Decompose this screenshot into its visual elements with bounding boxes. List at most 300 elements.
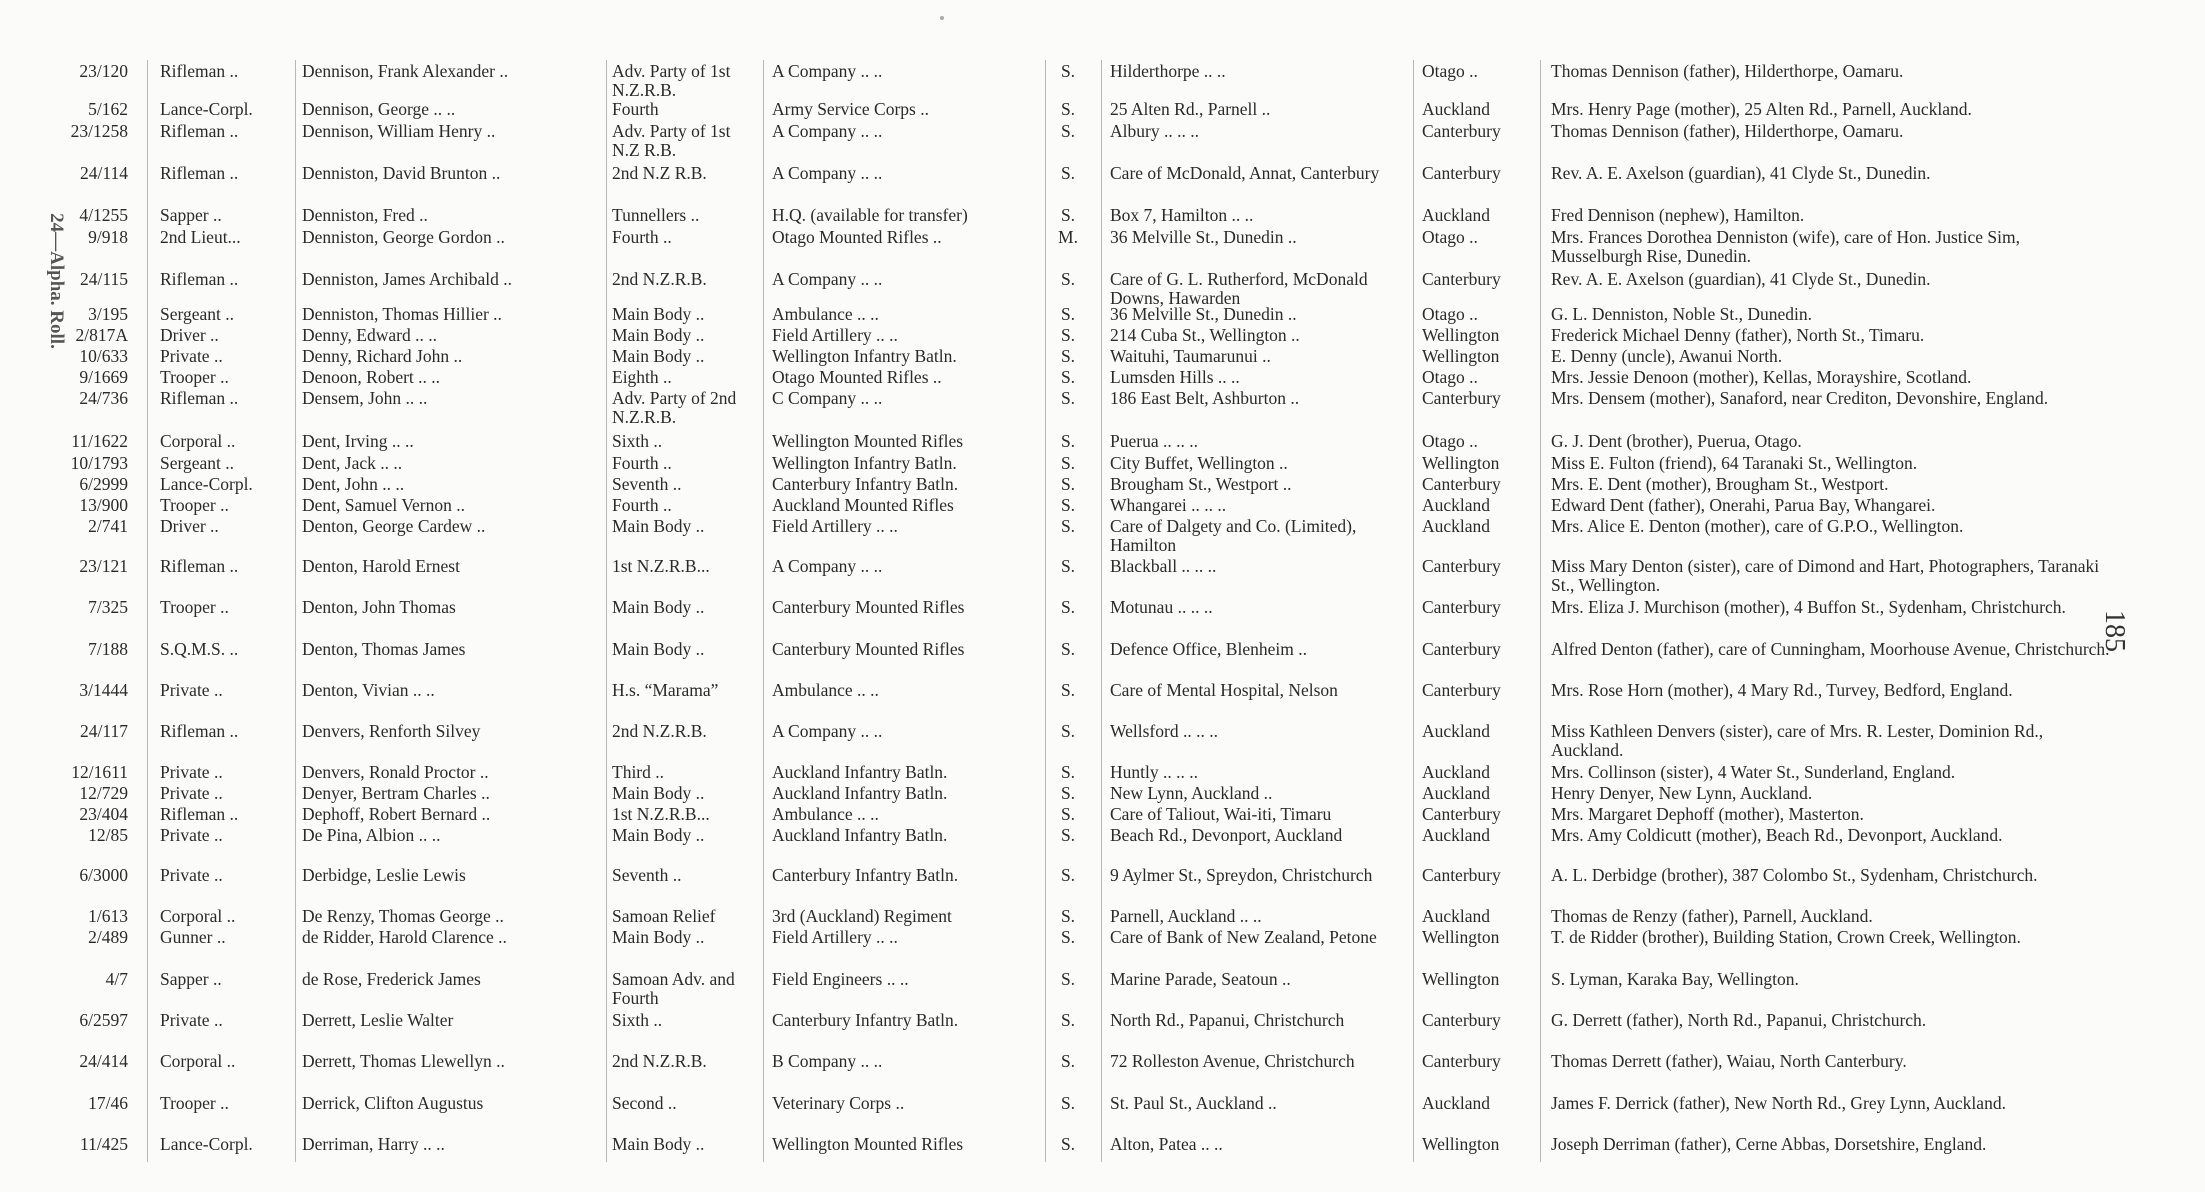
entry-emb: Adv. Party of 2nd N.Z.R.B. bbox=[612, 389, 737, 427]
entry-rank: Corporal .. bbox=[160, 907, 236, 926]
entry-name: Denny, Richard John .. bbox=[302, 347, 463, 366]
entry-name: Denvers, Renforth Silvey bbox=[302, 722, 481, 741]
entry-addr: Lumsden Hills .. .. bbox=[1110, 368, 1240, 387]
entry-emb: Samoan Relief bbox=[612, 907, 716, 926]
entry-num: 4/7 bbox=[105, 970, 128, 989]
entry-dist: Wellington bbox=[1422, 347, 1500, 366]
entry-unit: A Company .. .. bbox=[772, 122, 883, 141]
entry-sm: S. bbox=[1060, 100, 1076, 119]
entry-num: 23/121 bbox=[79, 557, 128, 576]
entry-kin: G. L. Denniston, Noble St., Dunedin. bbox=[1551, 305, 1813, 324]
entry-rank: Private .. bbox=[160, 763, 223, 782]
entry-rank: Sapper .. bbox=[160, 970, 222, 989]
entry-name: De Renzy, Thomas George .. bbox=[302, 907, 504, 926]
entry-sm: S. bbox=[1060, 1094, 1076, 1113]
entry-sm: S. bbox=[1060, 62, 1076, 81]
entry-addr: Defence Office, Blenheim .. bbox=[1110, 640, 1307, 659]
entry-num: 13/900 bbox=[79, 496, 128, 515]
entry-unit: Field Artillery .. .. bbox=[772, 326, 898, 345]
entry-rank: Sergeant .. bbox=[160, 454, 235, 473]
entry-emb: Adv. Party of 1st N.Z.R.B. bbox=[612, 62, 731, 100]
entry-unit: Canterbury Infantry Batln. bbox=[772, 866, 959, 885]
entry-kin: James F. Derrick (father), New North Rd., Grey Lynn, Auckland. bbox=[1551, 1094, 2006, 1113]
entry-emb: Seventh .. bbox=[612, 475, 682, 494]
entry-rank: Driver .. bbox=[160, 326, 219, 345]
entry-emb: Eighth .. bbox=[612, 368, 672, 387]
entry-sm: S. bbox=[1060, 305, 1076, 324]
entry-emb: Fourth bbox=[612, 100, 659, 119]
entry-addr: Huntly .. .. .. bbox=[1110, 763, 1198, 782]
entry-name: Denton, Harold Ernest bbox=[302, 557, 460, 576]
entry-emb: Main Body .. bbox=[612, 784, 705, 803]
entry-rank: Private .. bbox=[160, 681, 223, 700]
column-rule bbox=[1045, 60, 1046, 1162]
entry-addr: Marine Parade, Seatoun .. bbox=[1110, 970, 1291, 989]
entry-kin: S. Lyman, Karaka Bay, Wellington. bbox=[1551, 970, 1799, 989]
entry-addr: Beach Rd., Devonport, Auckland bbox=[1110, 826, 1343, 845]
entry-emb: Samoan Adv. and Fourth bbox=[612, 970, 735, 1008]
entry-unit: Ambulance .. .. bbox=[772, 681, 879, 700]
entry-rank: Private .. bbox=[160, 866, 223, 885]
entry-kin: G. Derrett (father), North Rd., Papanui, Christchurch. bbox=[1551, 1011, 1927, 1030]
entry-name: Dephoff, Robert Bernard .. bbox=[302, 805, 491, 824]
entry-num: 6/3000 bbox=[79, 866, 128, 885]
entry-kin: T. de Ridder (brother), Building Station, Crown Creek, Wellington. bbox=[1551, 928, 2021, 947]
entry-kin: Mrs. Rose Horn (mother), 4 Mary Rd., Turvey, Bedford, England. bbox=[1551, 681, 2013, 700]
entry-name: Dent, Irving .. .. bbox=[302, 432, 414, 451]
entry-rank: Rifleman .. bbox=[160, 557, 239, 576]
entry-unit: Auckland Mounted Rifles bbox=[772, 496, 954, 515]
entry-name: Dent, John .. .. bbox=[302, 475, 405, 494]
entry-unit: Field Artillery .. .. bbox=[772, 928, 898, 947]
entry-num: 17/46 bbox=[88, 1094, 128, 1113]
entry-num: 3/195 bbox=[88, 305, 128, 324]
entry-sm: S. bbox=[1060, 1052, 1076, 1071]
entry-name: De Pina, Albion .. .. bbox=[302, 826, 441, 845]
entry-unit: Wellington Mounted Rifles bbox=[772, 1135, 964, 1154]
entry-num: 5/162 bbox=[88, 100, 128, 119]
entry-emb: Fourth .. bbox=[612, 496, 672, 515]
entry-rank: Rifleman .. bbox=[160, 805, 239, 824]
entry-addr: Care of G. L. Rutherford, McDonald Downs, Hawarden bbox=[1110, 270, 1368, 308]
page-number: 185 bbox=[2099, 610, 2130, 652]
entry-sm: S. bbox=[1060, 347, 1076, 366]
entry-unit: Ambulance .. .. bbox=[772, 805, 879, 824]
entry-sm: S. bbox=[1060, 368, 1076, 387]
entry-num: 24/114 bbox=[80, 164, 128, 183]
entry-unit: Auckland Infantry Batln. bbox=[772, 763, 948, 782]
entry-unit: C Company .. .. bbox=[772, 389, 883, 408]
entry-num: 2/489 bbox=[88, 928, 128, 947]
entry-addr: Care of McDonald, Annat, Canterbury bbox=[1110, 164, 1380, 183]
entry-unit: B Company .. .. bbox=[772, 1052, 883, 1071]
entry-num: 9/918 bbox=[88, 228, 128, 247]
entry-addr: Box 7, Hamilton .. .. bbox=[1110, 206, 1254, 225]
entry-rank: Lance-Corpl. bbox=[160, 475, 253, 494]
entry-kin: Frederick Michael Denny (father), North St., Timaru. bbox=[1551, 326, 1925, 345]
entry-unit: Wellington Infantry Batln. bbox=[772, 454, 957, 473]
entry-name: Derbidge, Leslie Lewis bbox=[302, 866, 466, 885]
entry-num: 2/817A bbox=[75, 326, 128, 345]
entry-emb: Fourth .. bbox=[612, 454, 672, 473]
entry-unit: A Company .. .. bbox=[772, 62, 883, 81]
entry-kin: Mrs. Densem (mother), Sanaford, near Crediton, Devonshire, England. bbox=[1551, 389, 2049, 408]
speck bbox=[940, 16, 944, 20]
entry-rank: Sapper .. bbox=[160, 206, 222, 225]
entry-name: de Ridder, Harold Clarence .. bbox=[302, 928, 507, 947]
entry-sm: S. bbox=[1060, 907, 1076, 926]
entry-rank: Rifleman .. bbox=[160, 270, 239, 289]
entry-rank: Rifleman .. bbox=[160, 122, 239, 141]
entry-addr: St. Paul St., Auckland .. bbox=[1110, 1094, 1277, 1113]
entry-kin: Rev. A. E. Axelson (guardian), 41 Clyde St., Dunedin. bbox=[1551, 164, 1931, 183]
entry-unit: Army Service Corps .. bbox=[772, 100, 929, 119]
entry-kin: Mrs. Collinson (sister), 4 Water St., Sunderland, England. bbox=[1551, 763, 1956, 782]
entry-dist: Otago .. bbox=[1422, 432, 1478, 451]
entry-name: Densem, John .. .. bbox=[302, 389, 428, 408]
entry-addr: Brougham St., Westport .. bbox=[1110, 475, 1292, 494]
entry-dist: Otago .. bbox=[1422, 228, 1478, 247]
entry-num: 12/1611 bbox=[71, 763, 128, 782]
entry-name: Denton, Thomas James bbox=[302, 640, 466, 659]
entry-kin: Thomas Dennison (father), Hilderthorpe, Oamaru. bbox=[1551, 122, 1904, 141]
entry-rank: Trooper .. bbox=[160, 496, 229, 515]
entry-kin: Joseph Derriman (father), Cerne Abbas, Dorsetshire, England. bbox=[1551, 1135, 1987, 1154]
entry-sm: S. bbox=[1060, 164, 1076, 183]
entry-addr: Albury .. .. .. bbox=[1110, 122, 1199, 141]
entry-rank: S.Q.M.S. .. bbox=[160, 640, 239, 659]
entry-unit: Auckland Infantry Batln. bbox=[772, 826, 948, 845]
entry-unit: Field Engineers .. .. bbox=[772, 970, 909, 989]
entry-kin: Mrs. Alice E. Denton (mother), care of G.P.O., Wellington. bbox=[1551, 517, 1964, 536]
entry-emb: Main Body .. bbox=[612, 326, 705, 345]
entry-sm: S. bbox=[1060, 1011, 1076, 1030]
entry-kin: Thomas Derrett (father), Waiau, North Canterbury. bbox=[1551, 1052, 1907, 1071]
entry-num: 6/2999 bbox=[79, 475, 128, 494]
entry-kin: Mrs. E. Dent (mother), Brougham St., Westport. bbox=[1551, 475, 1889, 494]
entry-sm: S. bbox=[1060, 122, 1076, 141]
entry-addr: 25 Alten Rd., Parnell .. bbox=[1110, 100, 1271, 119]
entry-addr: 214 Cuba St., Wellington .. bbox=[1110, 326, 1300, 345]
entry-sm: S. bbox=[1060, 432, 1076, 451]
entry-dist: Otago .. bbox=[1422, 368, 1478, 387]
entry-addr: 9 Aylmer St., Spreydon, Christchurch bbox=[1110, 866, 1373, 885]
entry-dist: Auckland bbox=[1422, 826, 1491, 845]
entry-dist: Canterbury bbox=[1422, 270, 1501, 289]
entry-num: 24/115 bbox=[80, 270, 128, 289]
entry-name: Denniston, James Archibald .. bbox=[302, 270, 512, 289]
entry-emb: Sixth .. bbox=[612, 432, 663, 451]
entry-rank: Corporal .. bbox=[160, 432, 236, 451]
entry-name: Denton, George Cardew .. bbox=[302, 517, 486, 536]
entry-rank: Trooper .. bbox=[160, 368, 229, 387]
entry-sm: S. bbox=[1060, 928, 1076, 947]
entry-rank: Sergeant .. bbox=[160, 305, 235, 324]
side-label: 24—Alpha. Roll. bbox=[46, 213, 67, 349]
column-rule bbox=[1101, 60, 1102, 1162]
entry-name: Denton, Vivian .. .. bbox=[302, 681, 435, 700]
entry-dist: Auckland bbox=[1422, 206, 1491, 225]
entry-emb: 2nd N.Z.R.B. bbox=[612, 1052, 707, 1071]
entry-rank: Private .. bbox=[160, 347, 223, 366]
entry-kin: Rev. A. E. Axelson (guardian), 41 Clyde St., Dunedin. bbox=[1551, 270, 1931, 289]
entry-kin: Mrs. Frances Dorothea Denniston (wife), care of Hon. Justice Sim, Musselburgh Rise, Dunedin. bbox=[1551, 228, 2020, 266]
entry-emb: 1st N.Z.R.B... bbox=[612, 557, 710, 576]
entry-dist: Canterbury bbox=[1422, 1011, 1501, 1030]
entry-sm: S. bbox=[1060, 784, 1076, 803]
entry-num: 4/1255 bbox=[79, 206, 128, 225]
entry-emb: Tunnellers .. bbox=[612, 206, 700, 225]
entry-unit: Otago Mounted Rifles .. bbox=[772, 368, 942, 387]
entry-emb: 2nd N.Z.R.B. bbox=[612, 722, 707, 741]
entry-num: 11/1622 bbox=[71, 432, 128, 451]
entry-unit: Veterinary Corps .. bbox=[772, 1094, 905, 1113]
entry-num: 24/736 bbox=[79, 389, 128, 408]
entry-dist: Auckland bbox=[1422, 1094, 1491, 1113]
entry-emb: 1st N.Z.R.B... bbox=[612, 805, 710, 824]
entry-sm: S. bbox=[1060, 389, 1076, 408]
entry-num: 9/1669 bbox=[79, 368, 128, 387]
entry-dist: Auckland bbox=[1422, 907, 1491, 926]
entry-unit: A Company .. .. bbox=[772, 557, 883, 576]
entry-dist: Canterbury bbox=[1422, 122, 1501, 141]
entry-sm: S. bbox=[1060, 1135, 1076, 1154]
entry-dist: Auckland bbox=[1422, 784, 1491, 803]
entry-dist: Wellington bbox=[1422, 454, 1500, 473]
entry-unit: Otago Mounted Rifles .. bbox=[772, 228, 942, 247]
entry-num: 10/633 bbox=[79, 347, 128, 366]
entry-rank: Gunner .. bbox=[160, 928, 226, 947]
entry-name: Denny, Edward .. .. bbox=[302, 326, 437, 345]
entry-addr: Hilderthorpe .. .. bbox=[1110, 62, 1226, 81]
entry-unit: Wellington Infantry Batln. bbox=[772, 347, 957, 366]
entry-unit: Canterbury Infantry Batln. bbox=[772, 1011, 959, 1030]
entry-addr: Care of Bank of New Zealand, Petone bbox=[1110, 928, 1377, 947]
entry-rank: Trooper .. bbox=[160, 598, 229, 617]
entry-num: 3/1444 bbox=[79, 681, 128, 700]
entry-num: 2/741 bbox=[88, 517, 128, 536]
entry-addr: Alton, Patea .. .. bbox=[1110, 1135, 1223, 1154]
entry-name: Denniston, David Brunton .. bbox=[302, 164, 501, 183]
entry-unit: H.Q. (available for transfer) bbox=[772, 206, 968, 225]
entry-name: Denniston, Fred .. bbox=[302, 206, 428, 225]
entry-kin: Mrs. Henry Page (mother), 25 Alten Rd., Parnell, Auckland. bbox=[1551, 100, 1972, 119]
entry-emb: H.s. “Marama” bbox=[612, 681, 719, 700]
entry-kin: Alfred Denton (father), care of Cunningham, Moorhouse Avenue, Christchurch. bbox=[1551, 640, 2110, 659]
entry-dist: Wellington bbox=[1422, 326, 1500, 345]
entry-num: 7/325 bbox=[88, 598, 128, 617]
entry-name: Dent, Jack .. .. bbox=[302, 454, 403, 473]
entry-kin: Mrs. Jessie Denoon (mother), Kellas, Morayshire, Scotland. bbox=[1551, 368, 1972, 387]
entry-addr: City Buffet, Wellington .. bbox=[1110, 454, 1288, 473]
entry-name: Dennison, William Henry .. bbox=[302, 122, 496, 141]
entry-sm: S. bbox=[1060, 970, 1076, 989]
entry-rank: Private .. bbox=[160, 784, 223, 803]
entry-rank: Rifleman .. bbox=[160, 389, 239, 408]
entry-addr: Whangarei .. .. .. bbox=[1110, 496, 1227, 515]
entry-sm: S. bbox=[1060, 722, 1076, 741]
entry-kin: Miss Kathleen Denvers (sister), care of Mrs. R. Lester, Dominion Rd., Auckland. bbox=[1551, 722, 2044, 760]
entry-name: Denton, John Thomas bbox=[302, 598, 456, 617]
entry-unit: Field Artillery .. .. bbox=[772, 517, 898, 536]
entry-emb: Fourth .. bbox=[612, 228, 672, 247]
entry-unit: Canterbury Mounted Rifles bbox=[772, 598, 965, 617]
entry-dist: Auckland bbox=[1422, 100, 1491, 119]
entry-addr: 36 Melville St., Dunedin .. bbox=[1110, 305, 1297, 324]
entry-unit: Canterbury Infantry Batln. bbox=[772, 475, 959, 494]
entry-num: 1/613 bbox=[88, 907, 128, 926]
entry-emb: Main Body .. bbox=[612, 347, 705, 366]
column-rule bbox=[606, 60, 607, 1162]
entry-rank: Trooper .. bbox=[160, 1094, 229, 1113]
entry-emb: Second .. bbox=[612, 1094, 677, 1113]
entry-sm: M. bbox=[1058, 228, 1078, 247]
entry-dist: Otago .. bbox=[1422, 305, 1478, 324]
entry-rank: Rifleman .. bbox=[160, 62, 239, 81]
entry-unit: A Company .. .. bbox=[772, 164, 883, 183]
entry-addr: Parnell, Auckland .. .. bbox=[1110, 907, 1262, 926]
entry-rank: Driver .. bbox=[160, 517, 219, 536]
entry-sm: S. bbox=[1060, 557, 1076, 576]
column-rule bbox=[147, 60, 148, 1162]
entry-name: Dennison, George .. .. bbox=[302, 100, 456, 119]
entry-emb: Sixth .. bbox=[612, 1011, 663, 1030]
entry-dist: Canterbury bbox=[1422, 164, 1501, 183]
entry-kin: Henry Denyer, New Lynn, Auckland. bbox=[1551, 784, 1813, 803]
entry-name: Derrett, Leslie Walter bbox=[302, 1011, 454, 1030]
entry-sm: S. bbox=[1060, 826, 1076, 845]
entry-dist: Wellington bbox=[1422, 928, 1500, 947]
entry-name: Dennison, Frank Alexander .. bbox=[302, 62, 509, 81]
entry-dist: Auckland bbox=[1422, 517, 1491, 536]
entry-emb: 2nd N.Z R.B. bbox=[612, 164, 707, 183]
entry-kin: Edward Dent (father), Onerahi, Parua Bay, Whangarei. bbox=[1551, 496, 1936, 515]
entry-unit: Auckland Infantry Batln. bbox=[772, 784, 948, 803]
entry-emb: Seventh .. bbox=[612, 866, 682, 885]
entry-sm: S. bbox=[1060, 640, 1076, 659]
entry-kin: Mrs. Amy Coldicutt (mother), Beach Rd., Devonport, Auckland. bbox=[1551, 826, 2003, 845]
entry-emb: Main Body .. bbox=[612, 928, 705, 947]
column-rule bbox=[763, 60, 764, 1162]
entry-num: 6/2597 bbox=[79, 1011, 128, 1030]
entry-emb: Main Body .. bbox=[612, 1135, 705, 1154]
entry-emb: Main Body .. bbox=[612, 598, 705, 617]
entry-addr: Motunau .. .. .. bbox=[1110, 598, 1213, 617]
entry-dist: Canterbury bbox=[1422, 866, 1501, 885]
entry-num: 23/120 bbox=[79, 62, 128, 81]
entry-name: de Rose, Frederick James bbox=[302, 970, 481, 989]
entry-rank: Corporal .. bbox=[160, 1052, 236, 1071]
entry-sm: S. bbox=[1060, 517, 1076, 536]
entry-name: Derrick, Clifton Augustus bbox=[302, 1094, 484, 1113]
entry-emb: Main Body .. bbox=[612, 305, 705, 324]
entry-num: 12/729 bbox=[79, 784, 128, 803]
entry-dist: Canterbury bbox=[1422, 681, 1501, 700]
entry-emb: Third .. bbox=[612, 763, 665, 782]
entry-addr: Care of Dalgety and Co. (Limited), Hamilton bbox=[1110, 517, 1357, 555]
entry-dist: Auckland bbox=[1422, 496, 1491, 515]
entry-sm: S. bbox=[1060, 805, 1076, 824]
entry-sm: S. bbox=[1060, 475, 1076, 494]
entry-sm: S. bbox=[1060, 326, 1076, 345]
entry-num: 7/188 bbox=[88, 640, 128, 659]
entry-name: Denoon, Robert .. .. bbox=[302, 368, 441, 387]
entry-addr: Puerua .. .. .. bbox=[1110, 432, 1198, 451]
entry-dist: Canterbury bbox=[1422, 805, 1501, 824]
entry-emb: Main Body .. bbox=[612, 517, 705, 536]
entry-rank: Lance-Corpl. bbox=[160, 1135, 253, 1154]
entry-dist: Canterbury bbox=[1422, 1052, 1501, 1071]
entry-kin: Miss E. Fulton (friend), 64 Taranaki St., Wellington. bbox=[1551, 454, 1918, 473]
entry-num: 12/85 bbox=[88, 826, 128, 845]
entry-unit: Ambulance .. .. bbox=[772, 305, 879, 324]
entry-unit: A Company .. .. bbox=[772, 722, 883, 741]
entry-addr: 36 Melville St., Dunedin .. bbox=[1110, 228, 1297, 247]
entry-num: 11/425 bbox=[80, 1135, 128, 1154]
column-rule bbox=[1413, 60, 1414, 1162]
entry-addr: New Lynn, Auckland .. bbox=[1110, 784, 1273, 803]
entry-addr: Wellsford .. .. .. bbox=[1110, 722, 1218, 741]
column-rule bbox=[295, 60, 296, 1162]
entry-addr: Care of Mental Hospital, Nelson bbox=[1110, 681, 1338, 700]
entry-emb: 2nd N.Z.R.B. bbox=[612, 270, 707, 289]
entry-name: Dent, Samuel Vernon .. bbox=[302, 496, 465, 515]
entry-sm: S. bbox=[1060, 763, 1076, 782]
entry-emb: Adv. Party of 1st N.Z R.B. bbox=[612, 122, 731, 160]
entry-name: Denniston, George Gordon .. bbox=[302, 228, 505, 247]
entry-name: Denyer, Bertram Charles .. bbox=[302, 784, 490, 803]
entry-num: 23/1258 bbox=[70, 122, 128, 141]
entry-emb: Main Body .. bbox=[612, 640, 705, 659]
entry-addr: Waituhi, Taumarunui .. bbox=[1110, 347, 1271, 366]
entry-name: Derrett, Thomas Llewellyn .. bbox=[302, 1052, 505, 1071]
entry-rank: Private .. bbox=[160, 826, 223, 845]
entry-dist: Auckland bbox=[1422, 722, 1491, 741]
entry-kin: Thomas de Renzy (father), Parnell, Auckland. bbox=[1551, 907, 1873, 926]
entry-kin: G. J. Dent (brother), Puerua, Otago. bbox=[1551, 432, 1802, 451]
entry-kin: E. Denny (uncle), Awanui North. bbox=[1551, 347, 1783, 366]
entry-dist: Canterbury bbox=[1422, 557, 1501, 576]
entry-unit: Wellington Mounted Rifles bbox=[772, 432, 964, 451]
entry-sm: S. bbox=[1060, 454, 1076, 473]
entry-rank: Private .. bbox=[160, 1011, 223, 1030]
entry-dist: Canterbury bbox=[1422, 475, 1501, 494]
entry-unit: Canterbury Mounted Rifles bbox=[772, 640, 965, 659]
entry-sm: S. bbox=[1060, 866, 1076, 885]
entry-addr: North Rd., Papanui, Christchurch bbox=[1110, 1011, 1345, 1030]
entry-sm: S. bbox=[1060, 496, 1076, 515]
entry-kin: Mrs. Eliza J. Murchison (mother), 4 Buffon St., Sydenham, Christchurch. bbox=[1551, 598, 2066, 617]
entry-name: Denniston, Thomas Hillier .. bbox=[302, 305, 502, 324]
entry-num: 10/1793 bbox=[70, 454, 128, 473]
entry-sm: S. bbox=[1060, 681, 1076, 700]
entry-name: Derriman, Harry .. .. bbox=[302, 1135, 445, 1154]
entry-kin: Mrs. Margaret Dephoff (mother), Masterton. bbox=[1551, 805, 1864, 824]
entry-dist: Canterbury bbox=[1422, 389, 1501, 408]
entry-rank: 2nd Lieut... bbox=[160, 228, 241, 247]
entry-rank: Rifleman .. bbox=[160, 722, 239, 741]
entry-kin: Miss Mary Denton (sister), care of Dimond and Hart, Photographers, Taranaki St., Wellington. bbox=[1551, 557, 2100, 595]
entry-num: 23/404 bbox=[79, 805, 128, 824]
entry-num: 24/414 bbox=[79, 1052, 128, 1071]
entry-addr: Care of Taliout, Wai-iti, Timaru bbox=[1110, 805, 1332, 824]
entry-kin: Fred Dennison (nephew), Hamilton. bbox=[1551, 206, 1805, 225]
entry-dist: Wellington bbox=[1422, 970, 1500, 989]
entry-dist: Otago .. bbox=[1422, 62, 1478, 81]
entry-sm: S. bbox=[1060, 270, 1076, 289]
entry-sm: S. bbox=[1060, 598, 1076, 617]
entry-rank: Lance-Corpl. bbox=[160, 100, 253, 119]
